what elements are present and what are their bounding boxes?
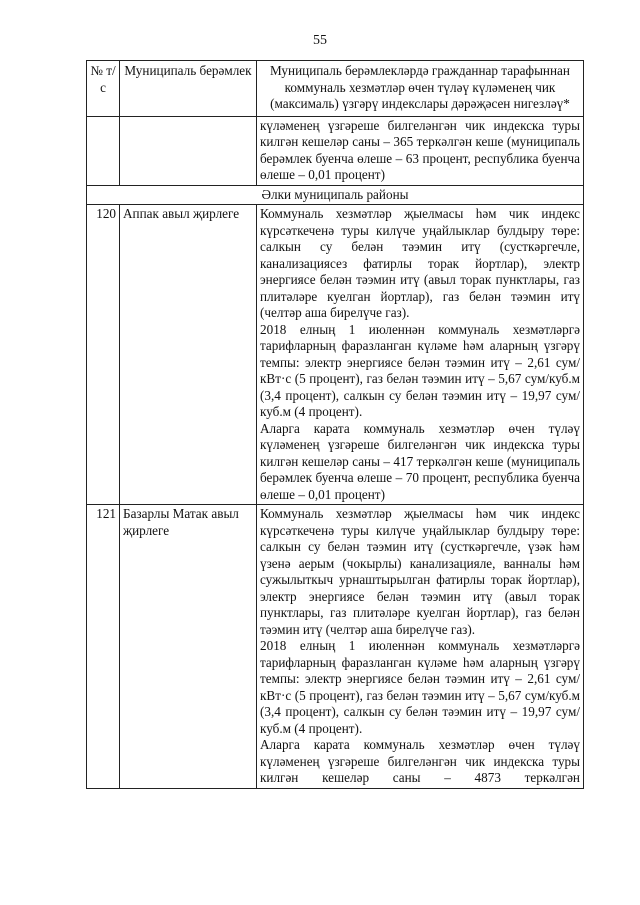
table-row	[87, 205, 584, 505]
basis-paragraph: 2018 елның 1 июленнән коммуналь хезмәтләргә тарифларның фаразланган күләме һәм аларның үзгәрү темпы: электр энергиясе белән тәэмин итү – 2,61 сум/кВт·с (5 процент), газ белән тәэмин итү – 5,67 сум/куб.м (3,4 процент), салкын су белән тәэмин итү – 19,97 сум/куб.м (4 процент).	[260, 638, 580, 736]
municipality-name: Базарлы Матак авыл җирлеге	[120, 505, 257, 789]
row-number: 121	[87, 505, 120, 789]
continuation-text: күләменең үзгәреше билгеләнгән чик индекска туры килгән кешеләр саны – 365 теркәлгән кеше (муниципаль берәмлек буенча өлеше – 63 процент, республика буенча өлеше – 0,01 процент)	[257, 116, 584, 185]
basis-paragraph: Аларга карата коммуналь хезмәтләр өчен түләү күләменең үзгәреше билгеләнгән чик индекска туры килгән кешеләр саны – 4873 теркәлгән	[260, 737, 580, 785]
basis-paragraph: Коммуналь хезмәтләр җыелмасы һәм чик индекс күрсәткеченә туры килүче уңайлыклар булдыру төре: салкын су белән тәэмин итү (сусткәргечле, канализациясез фатирлы торак йортлар), электр энергиясе белән тәэмин итү (авыл торак пунктлары, газ плитәләре куелган йортлар), газ белән тәэмин итү (челтәр аша бирелүче газ).	[260, 206, 580, 320]
basis-paragraph: 2018 елның 1 июленнән коммуналь хезмәтләргә тарифларның фаразланган күләме һәм аларның үзгәрү темпы: электр энергиясе белән тәэмин итү – 2,61 сум/кВт·с (5 процент), газ белән тәэмин итү – 5,67 сум/куб.м (3,4 процент), салкын су белән тәэмин итү – 19,97 сум/куб.м (4 процент).	[260, 321, 580, 419]
table-row-continuation	[87, 116, 584, 185]
row-number: 120	[87, 205, 120, 505]
table-row	[87, 505, 584, 789]
cell-empty	[87, 116, 120, 185]
header-basis: Муниципаль берәмлекләрдә гражданнар тарафыннан коммуналь хезмәтләр өчен түләү күләменең чик (максималь) үзгәрү индекслары дәрәҗәсен нигезләү*	[257, 61, 584, 117]
page-number: 55	[313, 33, 327, 48]
municipality-name: Аппак авыл җирлеге	[120, 205, 257, 505]
header-municipality: Муниципаль берәмлек	[120, 61, 257, 117]
cell-empty	[120, 116, 257, 185]
district-title: Әлки муниципаль районы	[87, 185, 584, 205]
basis-cell	[257, 205, 584, 505]
indices-table	[86, 60, 584, 789]
basis-paragraph: Коммуналь хезмәтләр җыелмасы һәм чик индекс күрсәткеченә туры килүче уңайлыклар булдыру төре: салкын су белән тәэмин итү (сусткәргечле, үзәк һәм үзенә аерым (чокырлы) канализацияле, ванналы һәм сужылыткыч урнаштырылган фатирлы торак йортлар), электр энергиясе белән тәэмин итү (авыл торак пунктлары, газ плитәләре куелган йортлар), газ белән тәэмин итү (челтәр аша бирелүче газ).	[260, 506, 580, 637]
district-row	[87, 185, 584, 205]
basis-cell	[257, 505, 584, 789]
table-header-row	[87, 61, 584, 117]
basis-paragraph: Аларга карата коммуналь хезмәтләр өчен түләү күләменең үзгәреше билгеләнгән чик индекска туры килгән кешеләр саны – 417 теркәлгән кеше (муниципаль берәмлек буенча өлеше – 70 процент, республика буенча өлеше – 0,01 процент)	[260, 420, 580, 502]
header-number: № т/с	[87, 61, 120, 117]
